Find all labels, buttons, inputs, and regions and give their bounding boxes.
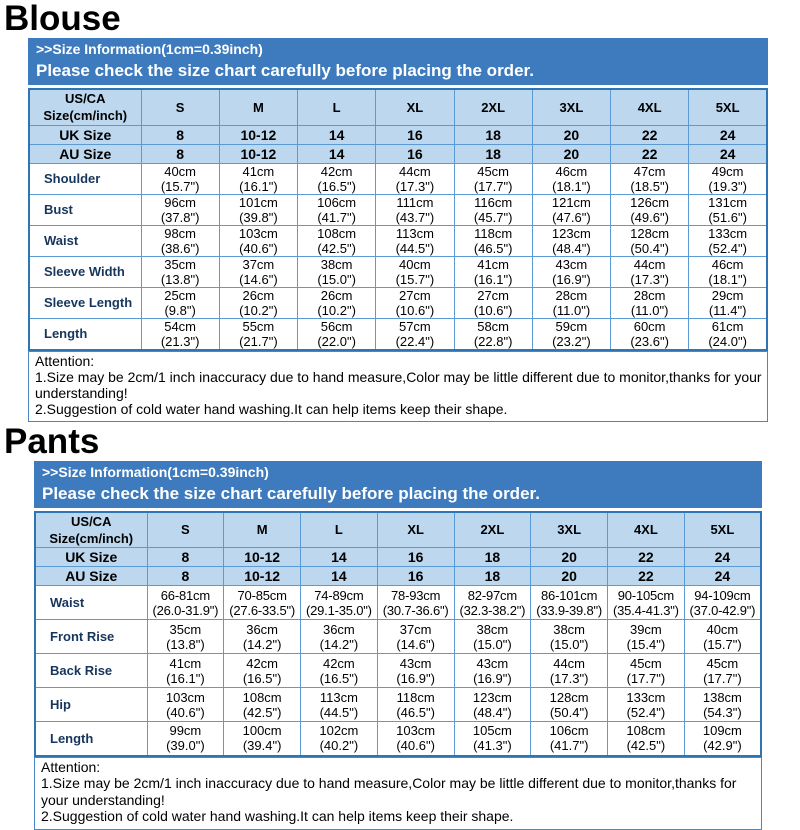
measure-cell: 66-81cm (26.0-31.9") — [147, 586, 224, 620]
size-cell: 22 — [611, 125, 689, 144]
measure-cell: 61cm (24.0") — [689, 318, 767, 350]
measure-cell: 47cm (18.5") — [611, 163, 689, 194]
measure-cell: 108cm (42.5") — [224, 688, 301, 722]
measure-cell: 39cm (15.4") — [608, 620, 685, 654]
measure-cell: 100cm (39.4") — [224, 722, 301, 756]
measure-cell: 43cm (16.9") — [377, 654, 454, 688]
size-column-header: 4XL — [608, 512, 685, 548]
measure-row-label: Length — [35, 722, 147, 756]
measure-cell: 28cm (11.0") — [532, 287, 610, 318]
measure-row-label: Hip — [35, 688, 147, 722]
size-cell: 8 — [147, 567, 224, 586]
measure-cell: 101cm (39.8") — [219, 194, 297, 225]
size-column-header: M — [224, 512, 301, 548]
size-cell: 10-12 — [224, 567, 301, 586]
size-cell: 22 — [611, 144, 689, 163]
size-column-header: S — [141, 89, 219, 125]
measure-cell: 45cm (17.7") — [684, 654, 761, 688]
size-column-header: 2XL — [454, 512, 531, 548]
size-cell: 24 — [684, 567, 761, 586]
size-row-label: AU Size — [29, 144, 141, 163]
measure-cell: 40cm (15.7") — [376, 256, 454, 287]
measure-cell: 38cm (15.0") — [454, 620, 531, 654]
measure-cell: 99cm (39.0") — [147, 722, 224, 756]
measure-cell: 103cm (40.6") — [147, 688, 224, 722]
measure-cell: 40cm (15.7") — [141, 163, 219, 194]
size-check-notice: Please check the size chart carefully before placing the order. — [36, 61, 534, 81]
measure-cell: 36cm (14.2") — [224, 620, 301, 654]
measure-cell: 35cm (13.8") — [147, 620, 224, 654]
measure-cell: 28cm (11.0") — [611, 287, 689, 318]
size-cell: 16 — [377, 548, 454, 567]
measure-cell: 105cm (41.3") — [454, 722, 531, 756]
attention-title: Attention: — [41, 758, 101, 775]
measure-cell: 86-101cm (33.9-39.8") — [531, 586, 608, 620]
size-cell: 14 — [301, 548, 378, 567]
size-cell: 24 — [689, 144, 767, 163]
measure-cell: 41cm (16.1") — [147, 654, 224, 688]
size-column-header: 5XL — [689, 89, 767, 125]
measure-row-label: Sleeve Length — [29, 287, 141, 318]
size-cell: 16 — [376, 125, 454, 144]
size-cell: 10-12 — [219, 125, 297, 144]
size-column-header: 3XL — [531, 512, 608, 548]
measure-cell: 74-89cm (29.1-35.0") — [301, 586, 378, 620]
measure-cell: 37cm (14.6") — [219, 256, 297, 287]
measure-cell: 46cm (18.1") — [532, 163, 610, 194]
attention-item-2: 2.Suggestion of cold water hand washing.It can help items keep their shape. — [35, 400, 508, 417]
measure-cell: 108cm (42.5") — [608, 722, 685, 756]
size-column-header: 5XL — [684, 512, 761, 548]
measure-cell: 90-105cm (35.4-41.3") — [608, 586, 685, 620]
size-cell: 18 — [454, 144, 532, 163]
measure-cell: 27cm (10.6") — [376, 287, 454, 318]
measure-cell: 37cm (14.6") — [377, 620, 454, 654]
measure-cell: 26cm (10.2") — [219, 287, 297, 318]
pants-size-table — [34, 511, 762, 757]
size-cell: 18 — [454, 125, 532, 144]
measure-cell: 42cm (16.5") — [298, 163, 376, 194]
blouse-title: Blouse — [4, 0, 121, 38]
measure-cell: 128cm (50.4") — [531, 688, 608, 722]
measure-cell: 78-93cm (30.7-36.6") — [377, 586, 454, 620]
measure-cell: 38cm (15.0") — [298, 256, 376, 287]
measure-cell: 43cm (16.9") — [532, 256, 610, 287]
size-info-text: >>Size Information(1cm=0.39inch) — [42, 463, 269, 480]
measure-cell: 36cm (14.2") — [301, 620, 378, 654]
size-cell: 14 — [301, 567, 378, 586]
measure-cell: 108cm (42.5") — [298, 225, 376, 256]
measure-cell: 111cm (43.7") — [376, 194, 454, 225]
measure-cell: 44cm (17.3") — [531, 654, 608, 688]
size-column-header: 2XL — [454, 89, 532, 125]
measure-cell: 54cm (21.3") — [141, 318, 219, 350]
size-cell: 22 — [608, 548, 685, 567]
size-cell: 18 — [454, 548, 531, 567]
measure-cell: 44cm (17.3") — [376, 163, 454, 194]
corner-header-cell: US/CA Size(cm/inch) — [29, 89, 141, 125]
measure-cell: 45cm (17.7") — [608, 654, 685, 688]
size-column-header: XL — [377, 512, 454, 548]
size-column-header: L — [301, 512, 378, 548]
measure-cell: 109cm (42.9") — [684, 722, 761, 756]
size-cell: 10-12 — [224, 548, 301, 567]
measure-row-label: Sleeve Width — [29, 256, 141, 287]
measure-cell: 41cm (16.1") — [454, 256, 532, 287]
size-column-header: M — [219, 89, 297, 125]
size-cell: 20 — [531, 567, 608, 586]
attention-item-1: 1.Size may be 2cm/1 inch inaccuracy due to hand measure,Color may be little different due to monitor,thanks for your understanding! — [35, 368, 762, 401]
measure-cell: 55cm (21.7") — [219, 318, 297, 350]
measure-cell: 27cm (10.6") — [454, 287, 532, 318]
measure-cell: 29cm (11.4") — [689, 287, 767, 318]
measure-cell: 46cm (18.1") — [689, 256, 767, 287]
size-cell: 14 — [298, 125, 376, 144]
measure-cell: 45cm (17.7") — [454, 163, 532, 194]
measure-cell: 121cm (47.6") — [532, 194, 610, 225]
pants-attention-box — [34, 757, 762, 830]
corner-header-cell: US/CA Size(cm/inch) — [35, 512, 147, 548]
size-cell: 8 — [141, 125, 219, 144]
size-row-label: UK Size — [35, 548, 147, 567]
size-column-header: S — [147, 512, 224, 548]
size-row-label: UK Size — [29, 125, 141, 144]
size-column-header: 3XL — [532, 89, 610, 125]
measure-row-label: Back Rise — [35, 654, 147, 688]
measure-cell: 38cm (15.0") — [531, 620, 608, 654]
size-cell: 20 — [532, 144, 610, 163]
measure-cell: 131cm (51.6") — [689, 194, 767, 225]
measure-cell: 113cm (44.5") — [376, 225, 454, 256]
pants-title: Pants — [4, 421, 100, 461]
measure-row-label: Waist — [29, 225, 141, 256]
measure-row-label: Waist — [35, 586, 147, 620]
measure-cell: 106cm (41.7") — [298, 194, 376, 225]
size-column-header: 4XL — [611, 89, 689, 125]
measure-cell: 44cm (17.3") — [611, 256, 689, 287]
measure-cell: 25cm (9.8") — [141, 287, 219, 318]
measure-cell: 60cm (23.6") — [611, 318, 689, 350]
measure-row-label: Front Rise — [35, 620, 147, 654]
measure-cell: 57cm (22.4") — [376, 318, 454, 350]
attention-item-1: 1.Size may be 2cm/1 inch inaccuracy due to hand measure,Color may be little different due to monitor,thanks for your understanding! — [41, 775, 737, 808]
measure-cell: 70-85cm (27.6-33.5") — [224, 586, 301, 620]
measure-cell: 118cm (46.5") — [377, 688, 454, 722]
size-cell: 18 — [454, 567, 531, 586]
measure-cell: 103cm (40.6") — [219, 225, 297, 256]
measure-cell: 118cm (46.5") — [454, 225, 532, 256]
size-cell: 10-12 — [219, 144, 297, 163]
measure-cell: 49cm (19.3") — [689, 163, 767, 194]
measure-cell: 133cm (52.4") — [608, 688, 685, 722]
size-row-label: AU Size — [35, 567, 147, 586]
size-cell: 14 — [298, 144, 376, 163]
measure-cell: 42cm (16.5") — [224, 654, 301, 688]
measure-cell: 59cm (23.2") — [532, 318, 610, 350]
size-cell: 24 — [689, 125, 767, 144]
measure-cell: 128cm (50.4") — [611, 225, 689, 256]
measure-cell: 41cm (16.1") — [219, 163, 297, 194]
measure-cell: 43cm (16.9") — [454, 654, 531, 688]
size-cell: 16 — [377, 567, 454, 586]
blouse-size-info-bar — [28, 38, 768, 85]
size-cell: 20 — [532, 125, 610, 144]
attention-item-2: 2.Suggestion of cold water hand washing.It can help items keep their shape. — [41, 808, 514, 825]
measure-cell: 96cm (37.8") — [141, 194, 219, 225]
size-cell: 8 — [141, 144, 219, 163]
measure-cell: 103cm (40.6") — [377, 722, 454, 756]
measure-cell: 123cm (48.4") — [454, 688, 531, 722]
measure-row-label: Bust — [29, 194, 141, 225]
size-cell: 16 — [376, 144, 454, 163]
measure-cell: 82-97cm (32.3-38.2") — [454, 586, 531, 620]
measure-cell: 98cm (38.6") — [141, 225, 219, 256]
pants-section — [0, 423, 800, 830]
measure-cell: 102cm (40.2") — [301, 722, 378, 756]
measure-cell: 123cm (48.4") — [532, 225, 610, 256]
measure-cell: 35cm (13.8") — [141, 256, 219, 287]
measure-cell: 116cm (45.7") — [454, 194, 532, 225]
measure-cell: 42cm (16.5") — [301, 654, 378, 688]
size-column-header: XL — [376, 89, 454, 125]
size-column-header: L — [298, 89, 376, 125]
pants-size-info-bar — [34, 461, 762, 508]
size-cell: 20 — [531, 548, 608, 567]
size-cell: 8 — [147, 548, 224, 567]
measure-cell: 106cm (41.7") — [531, 722, 608, 756]
attention-title: Attention: — [35, 352, 95, 369]
blouse-size-table — [28, 88, 768, 351]
measure-row-label: Length — [29, 318, 141, 350]
measure-cell: 56cm (22.0") — [298, 318, 376, 350]
measure-cell: 94-109cm (37.0-42.9") — [684, 586, 761, 620]
size-info-text: >>Size Information(1cm=0.39inch) — [36, 41, 263, 58]
measure-cell: 113cm (44.5") — [301, 688, 378, 722]
measure-cell: 138cm (54.3") — [684, 688, 761, 722]
size-check-notice: Please check the size chart carefully before placing the order. — [42, 483, 540, 503]
size-cell: 24 — [684, 548, 761, 567]
size-cell: 22 — [608, 567, 685, 586]
measure-cell: 40cm (15.7") — [684, 620, 761, 654]
blouse-attention-box — [28, 351, 768, 422]
measure-cell: 126cm (49.6") — [611, 194, 689, 225]
measure-cell: 58cm (22.8") — [454, 318, 532, 350]
measure-cell: 26cm (10.2") — [298, 287, 376, 318]
measure-row-label: Shoulder — [29, 163, 141, 194]
measure-cell: 133cm (52.4") — [689, 225, 767, 256]
